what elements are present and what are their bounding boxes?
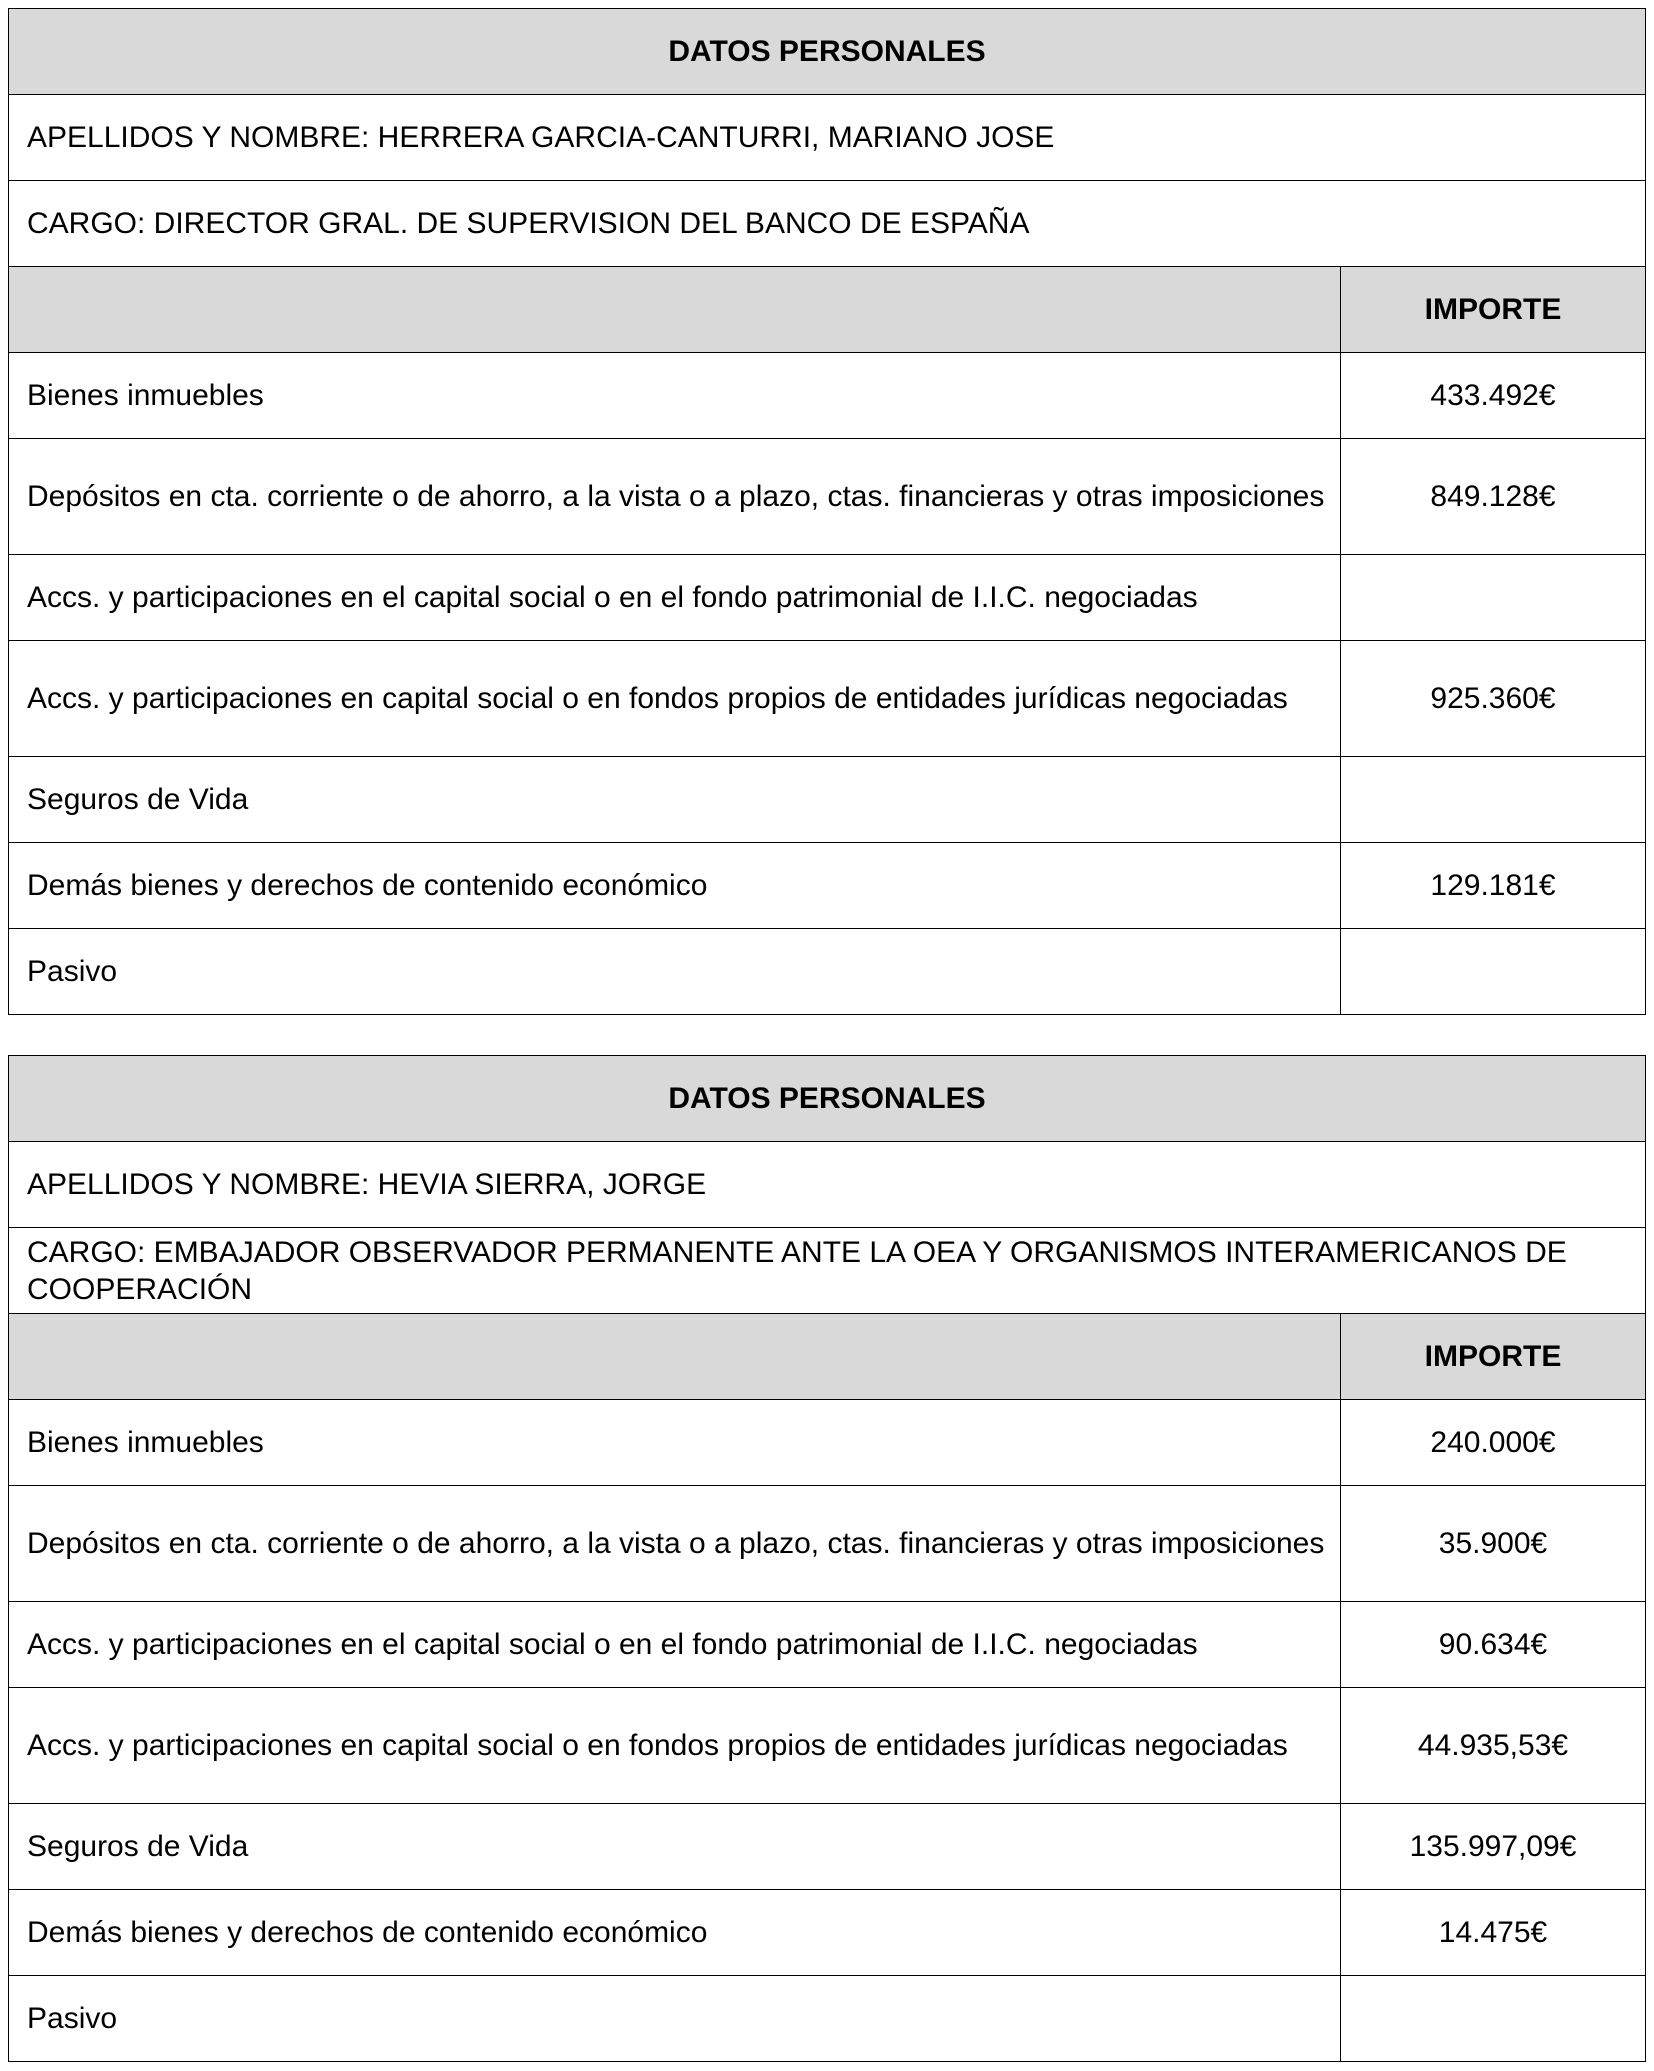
declaration-table-2 bbox=[8, 1055, 1646, 2062]
section-header: DATOS PERSONALES bbox=[9, 1056, 1646, 1142]
row-amount bbox=[1341, 757, 1646, 843]
cargo-line: CARGO: EMBAJADOR OBSERVADOR PERMANENTE ANTE LA OEA Y ORGANISMOS INTERAMERICANOS DE COOPERACIÓN bbox=[9, 1228, 1646, 1314]
label-column-header bbox=[9, 1314, 1341, 1400]
table-row bbox=[9, 1804, 1646, 1890]
importe-header: IMPORTE bbox=[1341, 267, 1646, 353]
row-amount: 433.492€ bbox=[1341, 353, 1646, 439]
table-row bbox=[9, 1976, 1646, 2062]
row-label: Accs. y participaciones en el capital social o en el fondo patrimonial de I.I.C. negociadas bbox=[9, 555, 1341, 641]
table-row bbox=[9, 1400, 1646, 1486]
table-row bbox=[9, 843, 1646, 929]
row-amount bbox=[1341, 1976, 1646, 2062]
row-label: Accs. y participaciones en capital social o en fondos propios de entidades jurídicas negociadas bbox=[9, 641, 1341, 757]
row-amount: 35.900€ bbox=[1341, 1486, 1646, 1602]
row-amount bbox=[1341, 929, 1646, 1015]
label-column-header bbox=[9, 267, 1341, 353]
name-line: APELLIDOS Y NOMBRE: HEVIA SIERRA, JORGE bbox=[9, 1142, 1646, 1228]
row-label: Seguros de Vida bbox=[9, 757, 1341, 843]
table-row bbox=[9, 1688, 1646, 1804]
section-header: DATOS PERSONALES bbox=[9, 9, 1646, 95]
row-label: Accs. y participaciones en el capital social o en el fondo patrimonial de I.I.C. negociadas bbox=[9, 1602, 1341, 1688]
row-amount: 14.475€ bbox=[1341, 1890, 1646, 1976]
row-label: Accs. y participaciones en capital social o en fondos propios de entidades jurídicas negociadas bbox=[9, 1688, 1341, 1804]
name-line: APELLIDOS Y NOMBRE: HERRERA GARCIA-CANTURRI, MARIANO JOSE bbox=[9, 95, 1646, 181]
table-row bbox=[9, 1486, 1646, 1602]
table-row bbox=[9, 1890, 1646, 1976]
row-amount: 135.997,09€ bbox=[1341, 1804, 1646, 1890]
declaration-table-1 bbox=[8, 8, 1646, 1015]
row-amount: 240.000€ bbox=[1341, 1400, 1646, 1486]
row-label: Bienes inmuebles bbox=[9, 353, 1341, 439]
table-row bbox=[9, 353, 1646, 439]
row-label: Pasivo bbox=[9, 1976, 1341, 2062]
row-label: Bienes inmuebles bbox=[9, 1400, 1341, 1486]
row-amount: 925.360€ bbox=[1341, 641, 1646, 757]
table-row bbox=[9, 439, 1646, 555]
row-label: Seguros de Vida bbox=[9, 1804, 1341, 1890]
row-label: Depósitos en cta. corriente o de ahorro, a la vista o a plazo, ctas. financieras y otras imposiciones bbox=[9, 1486, 1341, 1602]
row-label: Pasivo bbox=[9, 929, 1341, 1015]
row-amount: 90.634€ bbox=[1341, 1602, 1646, 1688]
importe-header: IMPORTE bbox=[1341, 1314, 1646, 1400]
row-amount: 129.181€ bbox=[1341, 843, 1646, 929]
table-row bbox=[9, 641, 1646, 757]
table-row bbox=[9, 555, 1646, 641]
row-amount: 849.128€ bbox=[1341, 439, 1646, 555]
row-amount: 44.935,53€ bbox=[1341, 1688, 1646, 1804]
table-row bbox=[9, 929, 1646, 1015]
row-amount bbox=[1341, 555, 1646, 641]
row-label: Depósitos en cta. corriente o de ahorro, a la vista o a plazo, ctas. financieras y otras imposiciones bbox=[9, 439, 1341, 555]
row-label: Demás bienes y derechos de contenido económico bbox=[9, 1890, 1341, 1976]
cargo-line: CARGO: DIRECTOR GRAL. DE SUPERVISION DEL BANCO DE ESPAÑA bbox=[9, 181, 1646, 267]
row-label: Demás bienes y derechos de contenido económico bbox=[9, 843, 1341, 929]
table-row bbox=[9, 757, 1646, 843]
table-row bbox=[9, 1602, 1646, 1688]
